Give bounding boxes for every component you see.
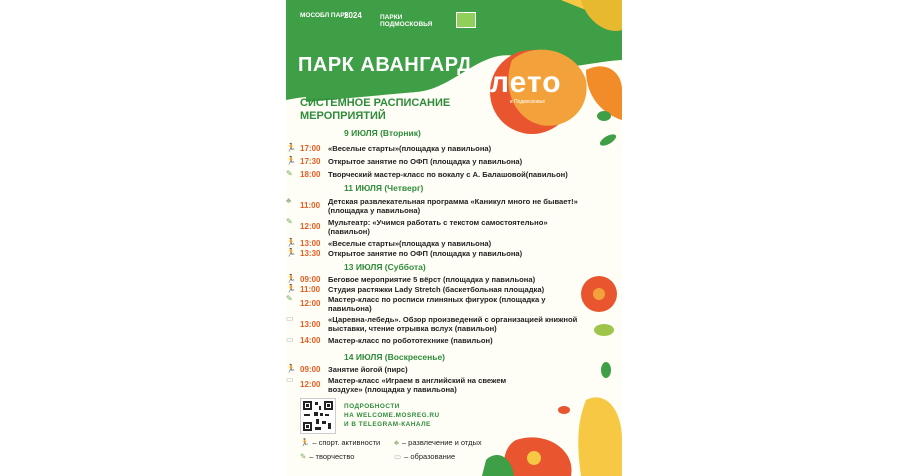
more-info-line3: И В TELEGRAM-КАНАЛЕ xyxy=(344,421,431,428)
event-text: «Веселые старты»(площадка у павильона) xyxy=(328,239,492,248)
sport-activity-icon: 🏃 xyxy=(286,284,296,293)
event-text: Мастер-класс «Играем в английский на свежем воздухе» (площадка у павильона) xyxy=(328,376,507,394)
event-time: 13:00 xyxy=(300,320,321,329)
page-title: ПАРК АВАНГАРД xyxy=(298,54,473,76)
sport-activity-icon: 🏃 xyxy=(286,143,296,152)
sport-activity-icon: 🏃 xyxy=(286,248,296,257)
sport-activity-icon: 🏃 xyxy=(286,364,296,373)
event-time: 13:30 xyxy=(300,249,321,258)
more-info-text xyxy=(344,402,440,429)
event-text: «Веселые старты»(площадка у павильона) xyxy=(328,144,492,153)
creativity-icon: ✎ xyxy=(300,452,307,461)
day-heading: 9 ИЮЛЯ (Вторник) xyxy=(344,128,421,138)
event-time: 11:00 xyxy=(300,285,321,294)
event-text: Открытое занятие по ОФП (площадка у павильона) xyxy=(328,157,523,166)
sport-activity-icon: 🏃 xyxy=(300,438,310,447)
event-time: 17:00 xyxy=(300,144,321,153)
event-text: Детская развлекательная программа «Каникул много не бывает!» (площадка у павильона) xyxy=(328,197,578,215)
event-poster xyxy=(286,0,622,476)
sport-activity-icon: 🏃 xyxy=(286,274,296,283)
creativity-icon: ✎ xyxy=(286,217,293,226)
education-icon: ▭ xyxy=(286,375,294,384)
leto-logo: лето xyxy=(490,66,562,99)
creativity-icon: ✎ xyxy=(286,294,293,303)
mosobl-park-logo: МОСОБЛ ПАРК xyxy=(300,12,349,19)
legend-education xyxy=(394,452,455,461)
legend-sport-label: – спорт. активности xyxy=(312,438,381,447)
legend-creativity-label: – творчество xyxy=(309,452,355,461)
event-text: Студия растяжки Lady Stretch (баскетбольная площадка) xyxy=(328,285,545,294)
legend-creativity xyxy=(300,452,354,461)
event-text: Творческий мастер-класс по вокалу с А. Балашовой(павильон) xyxy=(328,170,568,179)
event-text: Мастер-класс по робототехнике (павильон) xyxy=(328,336,493,345)
event-text: Мастер-класс по росписи глиняных фигурок (площадка у павильона) xyxy=(328,295,546,313)
event-time: 18:00 xyxy=(300,170,321,179)
event-text: «Царевна-лебедь». Обзор произведений с организацией книжной выставки, чтение отрывка вслух (павильон) xyxy=(328,315,578,333)
leto-logo-subtitle: в Подмосковье xyxy=(510,99,546,105)
event-time: 12:00 xyxy=(300,222,321,231)
parks-logo-top: ПАРКИ xyxy=(380,14,403,21)
event-time: 14:00 xyxy=(300,336,321,345)
day-heading: 13 ИЮЛЯ (Суббота) xyxy=(344,262,426,272)
event-text: Открытое занятие по ОФП (площадка у павильона) xyxy=(328,249,523,258)
event-time: 17:30 xyxy=(300,157,321,166)
education-icon: ▭ xyxy=(394,452,402,461)
sport-activity-icon: 🏃 xyxy=(286,238,296,247)
legend-education-label: – образование xyxy=(404,452,456,461)
day-heading: 14 ИЮЛЯ (Воскресенье) xyxy=(344,352,446,362)
qr-code-icon[interactable] xyxy=(300,398,336,434)
event-text: Мультеатр: «Учимся работать с текстом самостоятельно» (павильон) xyxy=(328,218,548,236)
sport-activity-icon: 🏃 xyxy=(286,156,296,165)
legend-entertainment xyxy=(394,438,482,447)
entertainment-icon: ♣ xyxy=(394,438,399,447)
event-time: 13:00 xyxy=(300,239,321,248)
more-info-line2[interactable]: НА WELCOME.MOSREG.RU xyxy=(344,412,440,419)
parks-logo xyxy=(380,14,432,28)
day-heading: 11 ИЮЛЯ (Четверг) xyxy=(344,183,424,193)
legend-entertainment-label: – развлечение и отдых xyxy=(401,438,482,447)
event-time: 11:00 xyxy=(300,201,321,210)
schedule-subtitle: СИСТЕМНОЕ РАСПИСАНИЕ МЕРОПРИЯТИЙ xyxy=(300,97,451,122)
event-time: 09:00 xyxy=(300,365,321,374)
region-flag-icon xyxy=(456,12,476,28)
event-text: Занятие йогой (пирс) xyxy=(328,365,408,374)
event-time: 12:00 xyxy=(300,299,321,308)
event-text: Беговое мероприятие 5 вёрст (площадка у павильона) xyxy=(328,275,536,284)
education-icon: ▭ xyxy=(286,314,294,323)
event-time: 12:00 xyxy=(300,380,321,389)
year-logo: 2024 xyxy=(344,11,362,20)
education-icon: ▭ xyxy=(286,335,294,344)
entertainment-icon: ♣ xyxy=(286,196,292,205)
creativity-icon: ✎ xyxy=(286,169,293,178)
parks-logo-bottom: ПОДМОСКОВЬЯ xyxy=(380,21,433,28)
event-time: 09:00 xyxy=(300,275,321,284)
more-info-line1: ПОДРОБНОСТИ xyxy=(344,403,400,410)
legend-sport xyxy=(300,438,380,447)
